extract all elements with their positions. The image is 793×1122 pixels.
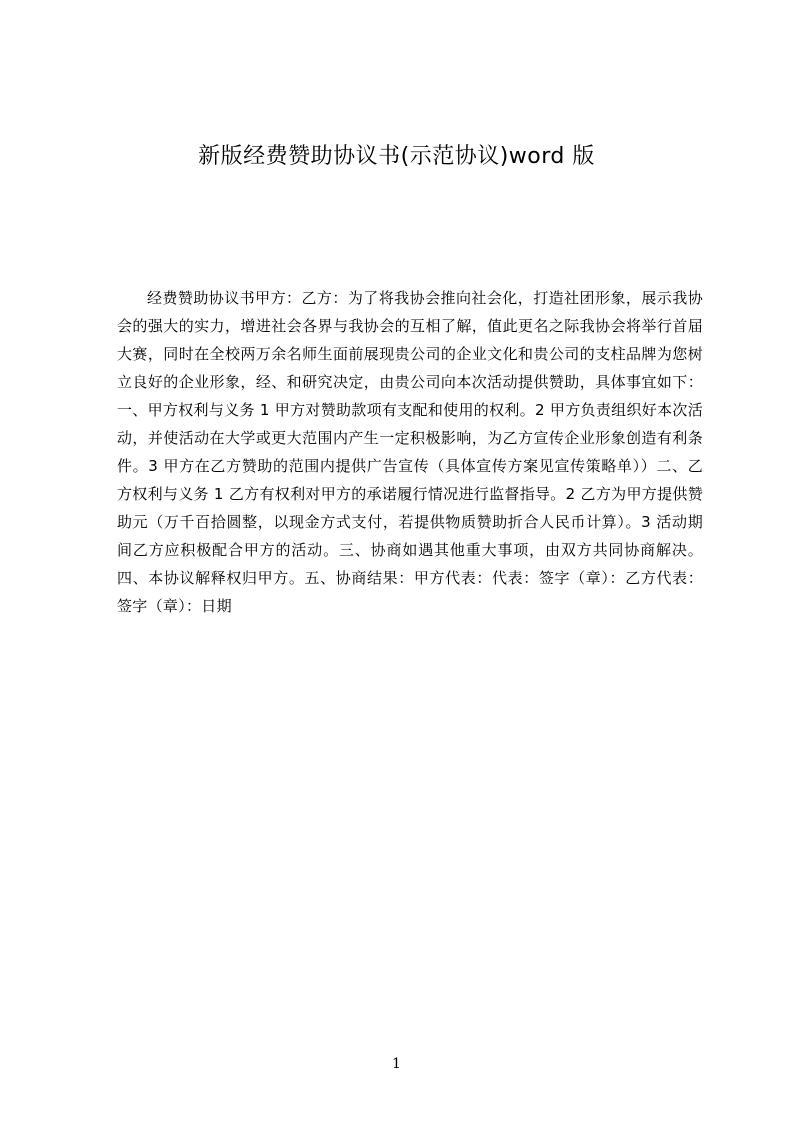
document-title: 新版经费赞助协议书(示范协议)word 版 bbox=[198, 144, 595, 169]
document-body-paragraph: 经费赞助协议书甲方：乙方：为了将我协会推向社会化，打造社团形象，展示我协会的强大的实力，增进社会各界与我协会的互相了解，值此更名之际我协会将举行首届大赛，同时在全校两万余名师生面前展现贵公司的企业文化和贵公司的支柱品牌为您树立良好的企业形象，经、和研究决定，由贵公司向本次活动提供赞助，具体事宜如下：一、甲方权利与义务 1 甲方对赞助款项有支配和使用的权利。2 甲方负责组织好本次活动，并使活动在大学或更大范围内产生一定积极影响，为乙方宣传企业形象创造有利条件。3 甲方在乙方赞助的范围内提供广告宣传（具体宣传方案见宣传策略单））二、乙方权利与义务 1 乙方有权利对甲方的承诺履行情况进行监督指导。2 乙方为甲方提供赞助元（万千百拾圆整，以现金方式支付，若提供物质赞助折合人民币计算）。3 活动期间乙方应积极配合甲方的活动。三、协商如遇其他重大事项，由双方共同协商解决。四、本协议解释权归甲方。五、协商结果：甲方代表：代表：签字（章）：乙方代表：签字（章）：日期 bbox=[117, 289, 703, 615]
page-number: 1 bbox=[392, 1056, 401, 1072]
